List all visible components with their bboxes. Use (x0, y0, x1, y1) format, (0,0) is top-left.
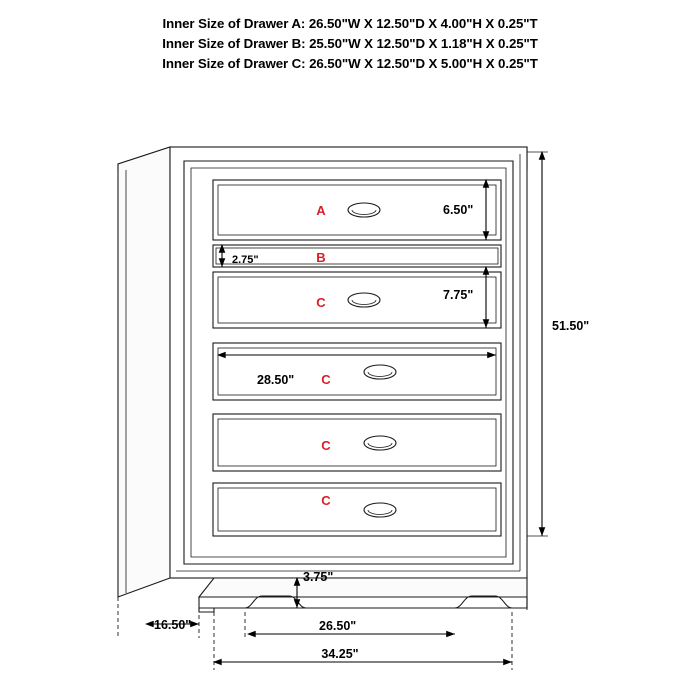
dimension-total-height (527, 152, 589, 536)
drawer-c4 (213, 483, 501, 536)
dimension-label-51-50: 51.50" (552, 319, 590, 333)
dimension-label-6-50: 6.50" (443, 203, 474, 217)
dimension-label-28-50: 28.50" (257, 373, 295, 387)
spec-line-drawer-b: Inner Size of Drawer B: 25.50"W X 12.50"D X 1.18"H X 0.25"T (162, 36, 538, 51)
dimension-label-2-75: 2.75" (232, 254, 259, 266)
drawer-c2 (213, 343, 501, 400)
drawer-label-c1: C (316, 295, 326, 310)
drawer-label-c3: C (321, 438, 331, 453)
dimension-top-width (245, 612, 455, 638)
drawer-c3 (213, 414, 501, 471)
dimension-label-7-75: 7.75" (443, 288, 474, 302)
drawer-label-a: A (316, 203, 326, 218)
dimension-depth (118, 597, 199, 638)
dimension-label-34-25: 34.25" (321, 647, 359, 661)
spec-line-drawer-c: Inner Size of Drawer C: 26.50"W X 12.50"D X 5.00"H X 0.25"T (162, 56, 538, 71)
dimension-label-26-50: 26.50" (319, 619, 357, 633)
dimension-total-width (214, 612, 512, 670)
drawer-stack (213, 180, 501, 536)
cabinet-base (199, 578, 527, 612)
drawer-label-b: B (316, 250, 326, 265)
spec-line-drawer-a: Inner Size of Drawer A: 26.50"W X 12.50"D X 4.00"H X 0.25"T (162, 16, 538, 31)
dimension-label-16-50: 16.50" (154, 618, 192, 632)
dimension-label-3-75: 3.75" (303, 570, 334, 584)
drawer-label-c4: C (321, 493, 331, 508)
drawer-label-c2: C (321, 372, 331, 387)
